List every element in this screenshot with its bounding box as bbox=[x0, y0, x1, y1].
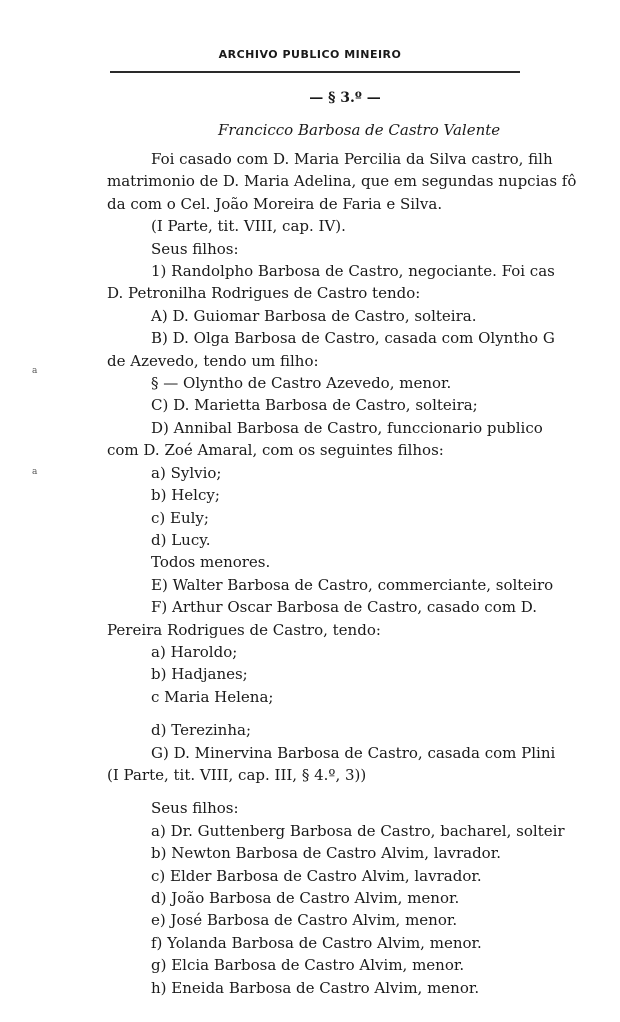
text-line: (I Parte, tit. VIII, cap. IV). bbox=[151, 217, 346, 236]
text-line: b) Helcy; bbox=[151, 486, 220, 505]
text-line: D. Petronilha Rodrigues de Castro tendo: bbox=[107, 284, 421, 303]
text-line: a) Dr. Guttenberg Barbosa de Castro, bacharel, solteir bbox=[151, 821, 565, 840]
page-body bbox=[107, 148, 577, 999]
text-line: A) D. Guiomar Barbosa de Castro, solteira. bbox=[151, 306, 477, 325]
text-line: Seus filhos: bbox=[151, 239, 239, 258]
text-line: d) Lucy. bbox=[151, 530, 211, 549]
text-line: a) Haroldo; bbox=[151, 642, 238, 661]
running-header: ARCHIVO PUBLICO MINEIRO bbox=[218, 48, 402, 61]
text-line: f) Yolanda Barbosa de Castro Alvim, menor. bbox=[151, 933, 482, 952]
text-line: b) Newton Barbosa de Castro Alvim, lavrador. bbox=[151, 844, 502, 863]
text-line: c Maria Helena; bbox=[151, 687, 274, 706]
text-line: c) Euly; bbox=[151, 508, 209, 527]
text-line: b) Hadjanes; bbox=[151, 665, 248, 684]
text-line: (I Parte, tit. VIII, cap. III, § 4.º, 3)) bbox=[107, 765, 367, 784]
text-line: e) José Barbosa de Castro Alvim, menor. bbox=[151, 911, 458, 930]
text-line: E) Walter Barbosa de Castro, commerciante, solteiro bbox=[151, 575, 554, 594]
text-line: d) Terezinha; bbox=[151, 721, 252, 740]
text-line: h) Eneida Barbosa de Castro Alvim, menor. bbox=[151, 978, 480, 997]
text-line: de Azevedo, tendo um filho: bbox=[107, 351, 319, 370]
text-line: § — Olyntho de Castro Azevedo, menor. bbox=[151, 374, 452, 393]
text-line: a) Sylvio; bbox=[151, 463, 222, 482]
header-rule bbox=[110, 71, 520, 73]
section-title: Francicco Barbosa de Castro Valente bbox=[218, 121, 501, 139]
text-line: da com o Cel. João Moreira de Faria e Silva. bbox=[107, 194, 443, 213]
text-line: matrimonio de D. Maria Adelina, que em segundas nupcias fô bbox=[107, 172, 577, 191]
section-number: — § 3.º — bbox=[309, 90, 381, 106]
margin-mark: a bbox=[32, 366, 38, 376]
text-line: B) D. Olga Barbosa de Castro, casada com Olyntho G bbox=[151, 329, 555, 348]
text-line: Foi casado com D. Maria Percilia da Silva castro, filh bbox=[151, 150, 553, 168]
text-line: F) Arthur Oscar Barbosa de Castro, casado com D. bbox=[151, 598, 537, 617]
text-line: Seus filhos: bbox=[151, 799, 239, 818]
text-line: 1) Randolpho Barbosa de Castro, negociante. Foi cas bbox=[151, 262, 555, 281]
text-line: D) Annibal Barbosa de Castro, funccionario publico bbox=[151, 418, 543, 437]
margin-mark: a bbox=[32, 467, 38, 477]
text-line: c) Elder Barbosa de Castro Alvim, lavrador. bbox=[151, 866, 482, 885]
text-line: g) Elcia Barbosa de Castro Alvim, menor. bbox=[151, 956, 465, 975]
text-line: Todos menores. bbox=[151, 553, 271, 572]
text-line: Pereira Rodrigues de Castro, tendo: bbox=[107, 620, 381, 639]
text-line: d) João Barbosa de Castro Alvim, menor. bbox=[151, 889, 460, 907]
text-line: G) D. Minervina Barbosa de Castro, casada com Plini bbox=[151, 743, 556, 762]
text-line: com D. Zoé Amaral, com os seguintes filhos: bbox=[107, 441, 444, 460]
text-line: C) D. Marietta Barbosa de Castro, solteira; bbox=[151, 396, 478, 415]
